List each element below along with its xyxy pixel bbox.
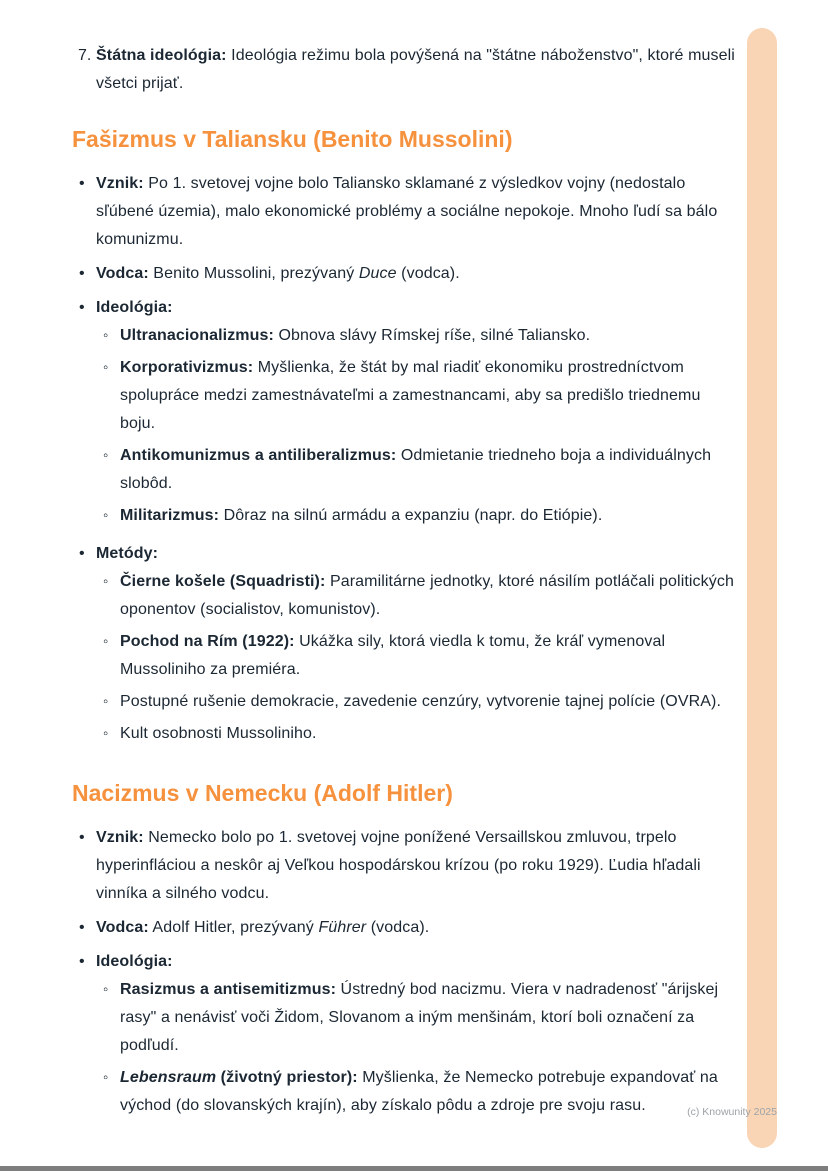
- section-heading: Nacizmus v Nemecku (Adolf Hitler): [72, 780, 453, 806]
- sublist-item: [96, 442, 736, 498]
- sublist-item-body: [120, 442, 736, 498]
- item-line: [96, 540, 736, 568]
- sub-bullet-list: [96, 976, 736, 1120]
- item-text: Myšlienka, že Nemecko potrebuje expandovať na východ (do slovanských krajín), aby získalo pôdu a zdroje pre svoju rasu.: [120, 1069, 718, 1114]
- sublist-item-body: [120, 628, 736, 684]
- section-nazism-germany: [72, 778, 736, 1124]
- item-line: [120, 628, 736, 684]
- sublist-item: [96, 976, 736, 1060]
- item-label: [96, 265, 149, 282]
- item-label-italic: Lebensraum: [120, 1069, 217, 1086]
- item-text: Odmietanie triedneho boja a individuálnych slobôd.: [120, 447, 712, 492]
- item-text: Nemecko bolo po 1. svetovej vojne ponížené Versaillskou zmluvou, trpelo hyperinfláciou a neskôr aj Veľkou hospodárskou krízou (po roku 1929). Ľudia hľadali vinníka a silného vodcu.: [96, 829, 701, 902]
- bullet-icon: •: [79, 953, 85, 970]
- item-italic-text: Duce: [358, 265, 397, 282]
- bullet-list: [72, 824, 736, 1124]
- item-line: [96, 914, 736, 942]
- list-item-body: [96, 824, 736, 908]
- item-label: [96, 47, 227, 64]
- item-label-text: Pochod na Rím (1922):: [120, 633, 295, 650]
- item-line: [96, 824, 736, 908]
- item-text: Adolf Hitler, prezývaný: [148, 919, 319, 936]
- item-text: Benito Mussolini, prezývaný: [148, 265, 359, 282]
- item-label-text: Metódy:: [96, 545, 159, 562]
- item-italic-text: Führer: [318, 919, 367, 936]
- sublist-item: [96, 322, 736, 350]
- sub-bullet-list: [96, 322, 736, 530]
- item-label: [96, 953, 173, 970]
- item-text-after: (vodca).: [366, 919, 430, 936]
- item-number: 7.: [78, 47, 92, 64]
- list-item: [72, 824, 736, 908]
- sublist-item: [96, 720, 736, 748]
- item-label: [120, 507, 219, 524]
- sublist-item-body: [120, 354, 736, 438]
- bullet-icon: •: [79, 299, 85, 316]
- sublist-item: [96, 628, 736, 684]
- list-item-body: [96, 540, 736, 752]
- item-label: [96, 175, 144, 192]
- bullet-list: [72, 170, 736, 752]
- item-label-text: Vznik:: [96, 175, 144, 192]
- bullet-icon: •: [79, 175, 85, 192]
- item-line: [120, 720, 736, 748]
- item-label-text: Čierne košele (Squadristi):: [120, 573, 326, 590]
- item-text: Myšlienka, že štát by mal riadiť ekonomiku prostredníctvom spolupráce medzi zamestnávateľmi a zamestnancami, aby sa predišlo triednemu boju.: [120, 359, 701, 432]
- item-text: Ústredný bod nacizmu. Viera v nadradenosť "árijskej rasy" a nenávisť voči Židom, Slovanom a iným menšinám, ktorí boli označení za podľudí.: [120, 981, 719, 1054]
- item-line: [96, 948, 736, 976]
- item-label-text: Ideológia:: [96, 953, 173, 970]
- sublist-item-body: [120, 976, 736, 1060]
- item-label: [96, 545, 158, 562]
- sublist-item-body: [120, 720, 736, 748]
- item-line: [120, 354, 736, 438]
- list-item: [72, 948, 736, 1124]
- sublist-item-body: [120, 322, 736, 350]
- item-label: [120, 1069, 358, 1086]
- item-line: [120, 502, 736, 530]
- item-line: [120, 1064, 736, 1120]
- list-item: [72, 294, 736, 534]
- bullet-icon: •: [79, 919, 85, 936]
- sublist-item-body: [120, 688, 736, 716]
- numbered-item: [72, 42, 736, 98]
- list-item-body: [96, 260, 736, 288]
- item-text: Kult osobnosti Mussoliniho.: [120, 725, 317, 742]
- sublist-item: [96, 568, 736, 624]
- sublist-item-body: [120, 502, 736, 530]
- item-label-text: Korporativizmus:: [120, 359, 254, 376]
- item-line: [120, 976, 736, 1060]
- item-label: [120, 981, 336, 998]
- list-item-body: [96, 294, 736, 534]
- item-label: [120, 447, 396, 464]
- item-label-text: (životný priestor):: [216, 1069, 358, 1086]
- item-text: Ukážka sily, ktorá viedla k tomu, že kráľ vymenoval Mussoliniho za premiéra.: [120, 633, 666, 678]
- item-line: [120, 322, 736, 350]
- bullet-icon: •: [79, 829, 85, 846]
- list-item-body: [96, 948, 736, 1124]
- circle-bullet-icon: ◦: [103, 507, 109, 524]
- item-label: [120, 633, 295, 650]
- item-line: [96, 294, 736, 322]
- item-label-text: Rasizmus a antisemitizmus:: [120, 981, 336, 998]
- item-label: [96, 919, 149, 936]
- item-text: Po 1. svetovej vojne bolo Taliansko sklamané z výsledkov vojny (nedostalo sľúbené územia), malo ekonomické problémy a sociálne nepokoje. Mnoho ľudí sa bálo komunizmu.: [96, 175, 718, 248]
- item-text: Obnova slávy Rímskej ríše, silné Taliansko.: [273, 327, 591, 344]
- circle-bullet-icon: ◦: [103, 693, 109, 710]
- bullet-icon: •: [79, 265, 85, 282]
- item-label-text: Ultranacionalizmus:: [120, 327, 274, 344]
- item-label-text: Ideológia:: [96, 299, 173, 316]
- section-fascism-italy: [72, 124, 736, 752]
- list-item-body: [96, 170, 736, 254]
- item-text: Paramilitárne jednotky, ktoré násilím potláčali politických oponentov (socialistov, komunistov).: [120, 573, 734, 618]
- item-line: [120, 568, 736, 624]
- item-line: [96, 170, 736, 254]
- footer-credit: (c) Knowunity 2025: [687, 1106, 777, 1118]
- item-line: [96, 42, 736, 98]
- item-text-after: (vodca).: [396, 265, 460, 282]
- item-text: Dôraz na silnú armádu a expanziu (napr. do Etiópie).: [219, 507, 603, 524]
- item-text: Postupné rušenie demokracie, zavedenie cenzúry, vytvorenie tajnej polície (OVRA).: [120, 693, 721, 710]
- circle-bullet-icon: ◦: [103, 573, 109, 590]
- item-line: [96, 260, 736, 288]
- list-item: [72, 914, 736, 942]
- item-label-text: Vznik:: [96, 829, 144, 846]
- circle-bullet-icon: ◦: [103, 725, 109, 742]
- circle-bullet-icon: ◦: [103, 327, 109, 344]
- circle-bullet-icon: ◦: [103, 447, 109, 464]
- item-label-text: Antikomunizmus a antiliberalizmus:: [120, 447, 397, 464]
- item-label-text: Vodca:: [96, 919, 149, 936]
- section-heading: Fašizmus v Taliansku (Benito Mussolini): [72, 126, 513, 152]
- item-label: [96, 299, 173, 316]
- item-text: Ideológia režimu bola povýšená na "štátne náboženstvo", ktoré museli všetci prijať.: [96, 47, 735, 92]
- sublist-item-body: [120, 568, 736, 624]
- item-label-text: Štátna ideológia:: [96, 47, 227, 64]
- list-item: [72, 260, 736, 288]
- circle-bullet-icon: ◦: [103, 1069, 109, 1086]
- sublist-item: [96, 688, 736, 716]
- item-label: [120, 327, 274, 344]
- item-label-text: Militarizmus:: [120, 507, 220, 524]
- sublist-item: [96, 354, 736, 438]
- item-label: [120, 359, 253, 376]
- item-label-text: Vodca:: [96, 265, 149, 282]
- sub-bullet-list: [96, 568, 736, 748]
- circle-bullet-icon: ◦: [103, 981, 109, 998]
- sublist-item-body: [120, 1064, 736, 1120]
- circle-bullet-icon: ◦: [103, 633, 109, 650]
- item-line: [120, 442, 736, 498]
- sublist-item: [96, 502, 736, 530]
- sublist-item: [96, 1064, 736, 1120]
- list-item: [72, 540, 736, 752]
- list-item: [72, 170, 736, 254]
- circle-bullet-icon: ◦: [103, 359, 109, 376]
- right-accent-stripe: [747, 28, 777, 1148]
- page-bottom-edge: [0, 1166, 828, 1171]
- item-label: [120, 573, 325, 590]
- numbered-item-body: [96, 42, 736, 98]
- item-label: [96, 829, 144, 846]
- list-item-body: [96, 914, 736, 942]
- bullet-icon: •: [79, 545, 85, 562]
- item-line: [120, 688, 736, 716]
